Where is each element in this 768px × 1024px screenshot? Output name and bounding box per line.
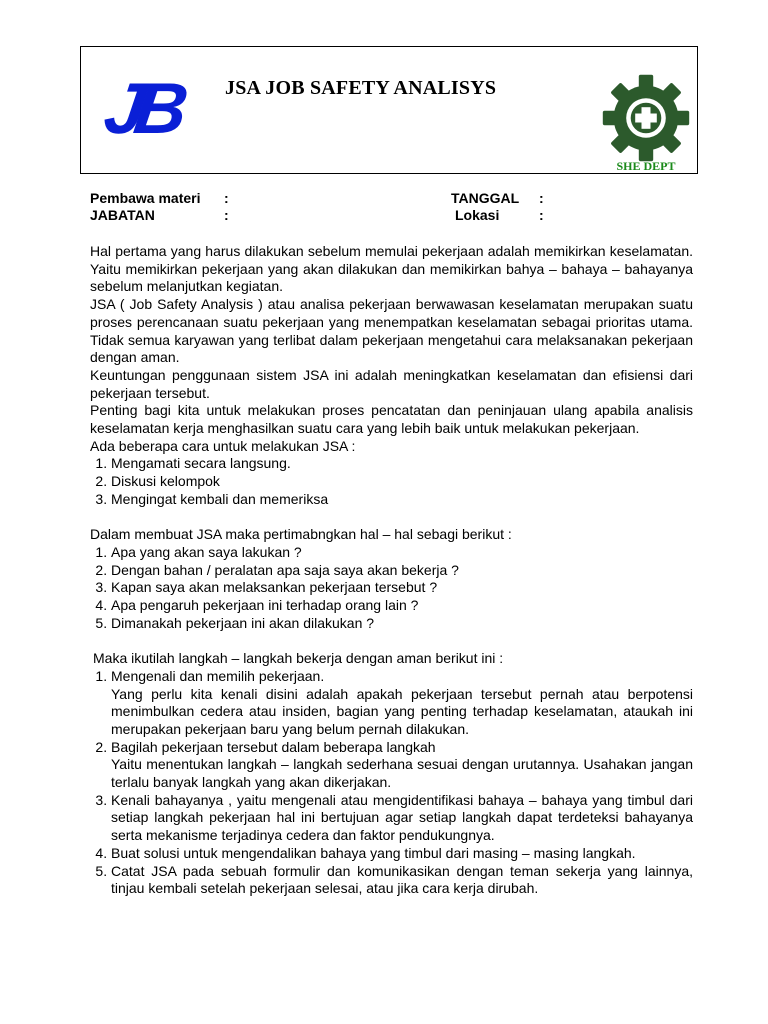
meta-right bbox=[451, 190, 544, 224]
step-item bbox=[111, 739, 693, 792]
jb-logo-text: JB bbox=[99, 69, 183, 149]
step-item bbox=[111, 845, 693, 863]
location-label: Lokasi bbox=[455, 207, 500, 223]
list-item: 1. Mengamati secara langsung. bbox=[111, 455, 693, 473]
methods-list bbox=[90, 455, 693, 508]
step-item bbox=[111, 668, 693, 739]
step-title: 2. Bagilah pekerjaan tersebut dalam beberapa langkah bbox=[111, 738, 436, 755]
gear-with-cross-icon bbox=[601, 73, 691, 163]
step-title: 3. Kenali bahayanya , yaitu mengenali atau mengidentifikasi bahaya – bahaya yang timbul dari setiap langkah pekerjaan hal ini bertujuan agar setiap langkah dapat terdeteksi bahayanya serta mekanisme terjadinya cedera dan faktor pendukungnya. bbox=[111, 791, 693, 844]
steps-list bbox=[90, 668, 693, 898]
jb-logo-icon bbox=[99, 67, 185, 149]
considerations-intro: Dalam membuat JSA maka pertimabngkan hal – hal sebagi berikut : bbox=[90, 526, 512, 543]
step-title: 4. Buat solusi untuk mengendalikan bahaya yang timbul dari masing – masing langkah. bbox=[111, 844, 636, 861]
position-label: JABATAN bbox=[90, 207, 155, 223]
spacer bbox=[90, 509, 693, 527]
intro-paragraph: Hal pertama yang harus dilakukan sebelum memulai pekerjaan adalah memikirkan keselamatan. Yaitu memikirkan pekerjaan yang akan dilakukan dan memikirkan bahya – bahaya – bahayanya sebelum melanjutkan kegiatan. bbox=[90, 243, 693, 295]
position-colon: : bbox=[224, 207, 229, 223]
location-colon: : bbox=[539, 207, 544, 223]
date-colon: : bbox=[539, 190, 544, 206]
presenter-colon: : bbox=[224, 190, 229, 206]
step-detail: Yaitu menentukan langkah – langkah sederhana sesuai dengan urutannya. Usahakan jangan terlalu banyak langkah yang akan dikerjakan. bbox=[111, 756, 693, 791]
dept-label: SHE DEPT bbox=[616, 159, 676, 173]
steps-intro: Maka ikutilah langkah – langkah bekerja dengan aman berikut ini : bbox=[93, 650, 504, 667]
step-item bbox=[111, 792, 693, 845]
location-row bbox=[451, 207, 544, 224]
date-label: TANGGAL bbox=[451, 190, 520, 206]
intro-paragraph: Ada beberapa cara untuk melakukan JSA : bbox=[90, 437, 356, 454]
considerations-list bbox=[90, 544, 693, 633]
list-item: 2. Dengan bahan / peralatan apa saja saya akan bekerja ? bbox=[111, 562, 693, 580]
meta-left bbox=[90, 190, 229, 224]
intro-paragraph: Penting bagi kita untuk melakukan proses pencatatan dan peninjauan ulang apabila analisis keselamatan kerja menghasilkan suatu cara yang lebih baik untuk melakukan pekerjaan. bbox=[90, 402, 693, 437]
document-header bbox=[80, 46, 698, 174]
document-body bbox=[90, 243, 693, 898]
list-item: 1. Apa yang akan saya lakukan ? bbox=[111, 544, 693, 562]
intro-paragraph: Keuntungan penggunaan sistem JSA ini adalah meningkatkan keselamatan dan efisiensi dari pekerjaan tersebut. bbox=[90, 366, 693, 401]
intro-paragraph: JSA ( Job Safety Analysis ) atau analisa pekerjaan berwawasan keselamatan merupakan suatu proses perencanaan suatu pekerjaan yang menempatkan keselamatan sebagai prioritas utama. Tidak semua karyawan yang terlibat dalam pekerjaan mengetahui cara melaksanakan pekerjaan dengan aman. bbox=[90, 296, 693, 366]
presenter-row bbox=[90, 190, 229, 207]
date-row bbox=[451, 190, 544, 207]
page-title: JSA JOB SAFETY ANALISYS bbox=[225, 77, 497, 99]
list-item: 2. Diskusi kelompok bbox=[111, 473, 693, 491]
list-item: 3. Mengingat kembali dan memeriksa bbox=[111, 491, 693, 509]
list-item: 4. Apa pengaruh pekerjaan ini terhadap orang lain ? bbox=[111, 597, 693, 615]
step-item bbox=[111, 863, 693, 898]
list-item: 5. Dimanakah pekerjaan ini akan dilakukan ? bbox=[111, 615, 693, 633]
presenter-label: Pembawa materi bbox=[90, 190, 201, 206]
step-title: 5. Catat JSA pada sebuah formulir dan komunikasikan dengan teman sekerja yang lainnya, tinjau kembali setelah pekerjaan selesai, atau jika cara kerja dirubah. bbox=[111, 862, 693, 897]
position-row bbox=[90, 207, 229, 224]
step-title: 1. Mengenali dan memilih pekerjaan. bbox=[111, 667, 325, 684]
spacer bbox=[90, 632, 693, 650]
list-item: 3. Kapan saya akan melaksankan pekerjaan tersebut ? bbox=[111, 579, 693, 597]
step-detail: Yang perlu kita kenali disini adalah apakah pekerjaan tersebut pernah atau berpotensi menimbulkan cedera atau insiden, bagian yang penting terhadap keselamatan, ataukah ini merupakan pekerjaan baru yang belum pernah dilakukan. bbox=[111, 685, 693, 737]
